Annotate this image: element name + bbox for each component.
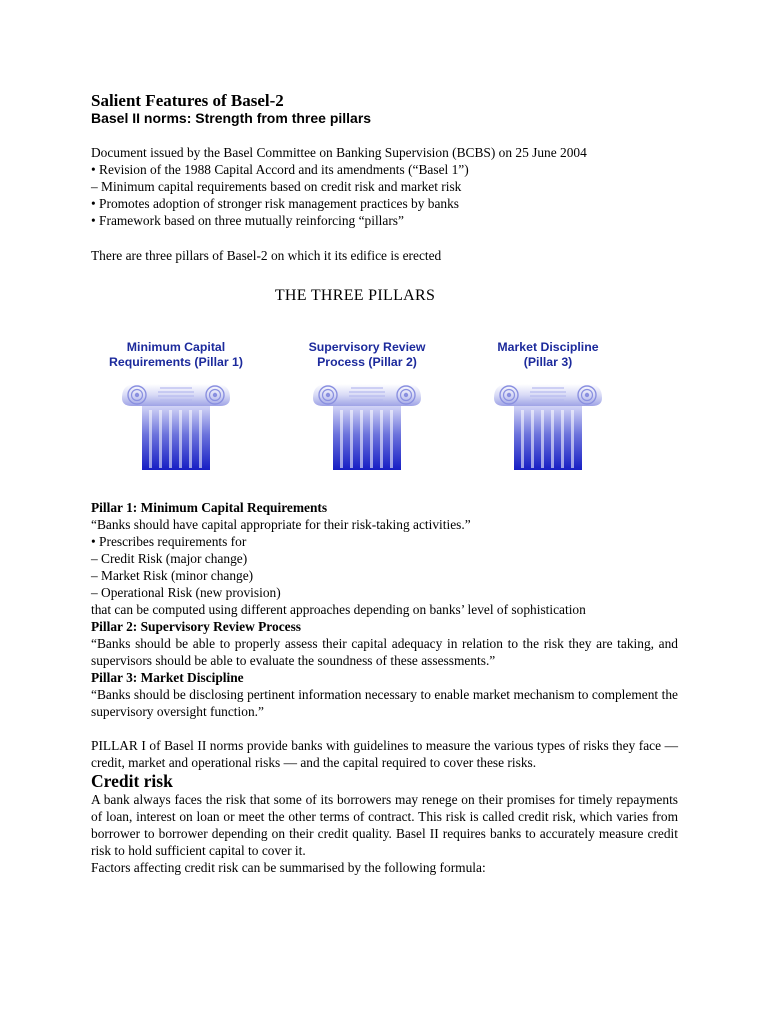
credit-risk-heading: Credit risk (91, 771, 173, 791)
ionic-column-icon (116, 376, 236, 472)
intro-bullet: – Minimum capital requirements based on credit risk and market risk (91, 179, 462, 194)
pillar-label-line: (Pillar 3) (523, 355, 573, 369)
pillar-figure-2 (277, 340, 457, 472)
pillar-label-line: Supervisory Review (308, 340, 426, 354)
pillar-label-line: Market Discipline (497, 340, 599, 354)
pillar1-item: – Credit Risk (major change) (91, 551, 248, 566)
pillar-label-line: Requirements (Pillar 1) (109, 355, 243, 369)
edifice-sentence: There are three pillars of Basel-2 on which it its edifice is erected (91, 248, 442, 263)
pillar-label-line: Minimum Capital (126, 340, 226, 354)
credit-risk-paragraph: A bank always faces the risk that some of its borrowers may renege on their promises for timely repayments of loan, interest on loan or meet the other terms of contract. This risk is called credit risk, which varies from borrower to borrower depending on their credit quality. Basel II requires banks to accurately measure credit risk to hold sufficient capital to cover it. (91, 792, 678, 858)
pillar-one-paragraph: PILLAR I of Basel II norms provide banks with guidelines to measure the various types of risks they face — credit, market and operational risks — and the capital required to cover these risks. (91, 738, 678, 770)
spacer (91, 720, 678, 737)
diagram-title: THE THREE PILLARS (274, 287, 436, 304)
intro-line: Document issued by the Basel Committee on Banking Supervision (BCBS) on 25 June 2004 (91, 145, 587, 160)
pillar3-quote: “Banks should be disclosing pertinent information necessary to enable market mechanism to complement the supervisory oversight function.” (91, 687, 678, 719)
pillar1-bullet: • Prescribes requirements for (91, 534, 247, 549)
intro-section (91, 144, 678, 229)
pillar1-heading: Pillar 1: Minimum Capital Requirements (91, 500, 328, 515)
pillar1-item: – Operational Risk (new provision) (91, 585, 281, 600)
pillar-label-line: Process (Pillar 2) (317, 355, 417, 369)
pillar-label (458, 340, 638, 370)
pillar1-quote: “Banks should have capital appropriate for their risk-taking activities.” (91, 517, 471, 532)
pillar2-heading: Pillar 2: Supervisory Review Process (91, 619, 301, 634)
pillar2-quote: “Banks should be able to properly assess their capital adequacy in relation to the risk they are taking, and supervisors should be able to evaluate the soundness of these assessments.” (91, 636, 678, 668)
ionic-column-icon (488, 376, 608, 472)
pillar-label (86, 340, 266, 370)
intro-bullet: • Revision of the 1988 Capital Accord and its amendments (“Basel 1”) (91, 162, 469, 177)
ionic-column-icon (307, 376, 427, 472)
document-subtitle: Basel II norms: Strength from three pillars (91, 110, 372, 126)
intro-bullet: • Framework based on three mutually reinforcing “pillars” (91, 213, 404, 228)
pillar1-note: that can be computed using different approaches depending on banks’ level of sophistication (91, 602, 586, 617)
pillar-figure-3 (458, 340, 638, 472)
pillar3-heading: Pillar 3: Market Discipline (91, 670, 244, 685)
pillar-figure-1 (86, 340, 266, 472)
pillar-label (277, 340, 457, 370)
document-title: Salient Features of Basel-2 (91, 91, 284, 110)
pillar1-item: – Market Risk (minor change) (91, 568, 254, 583)
intro-bullet: • Promotes adoption of stronger risk management practices by banks (91, 196, 460, 211)
pillars-description (91, 499, 678, 876)
formula-intro: Factors affecting credit risk can be summarised by the following formula: (91, 860, 486, 875)
